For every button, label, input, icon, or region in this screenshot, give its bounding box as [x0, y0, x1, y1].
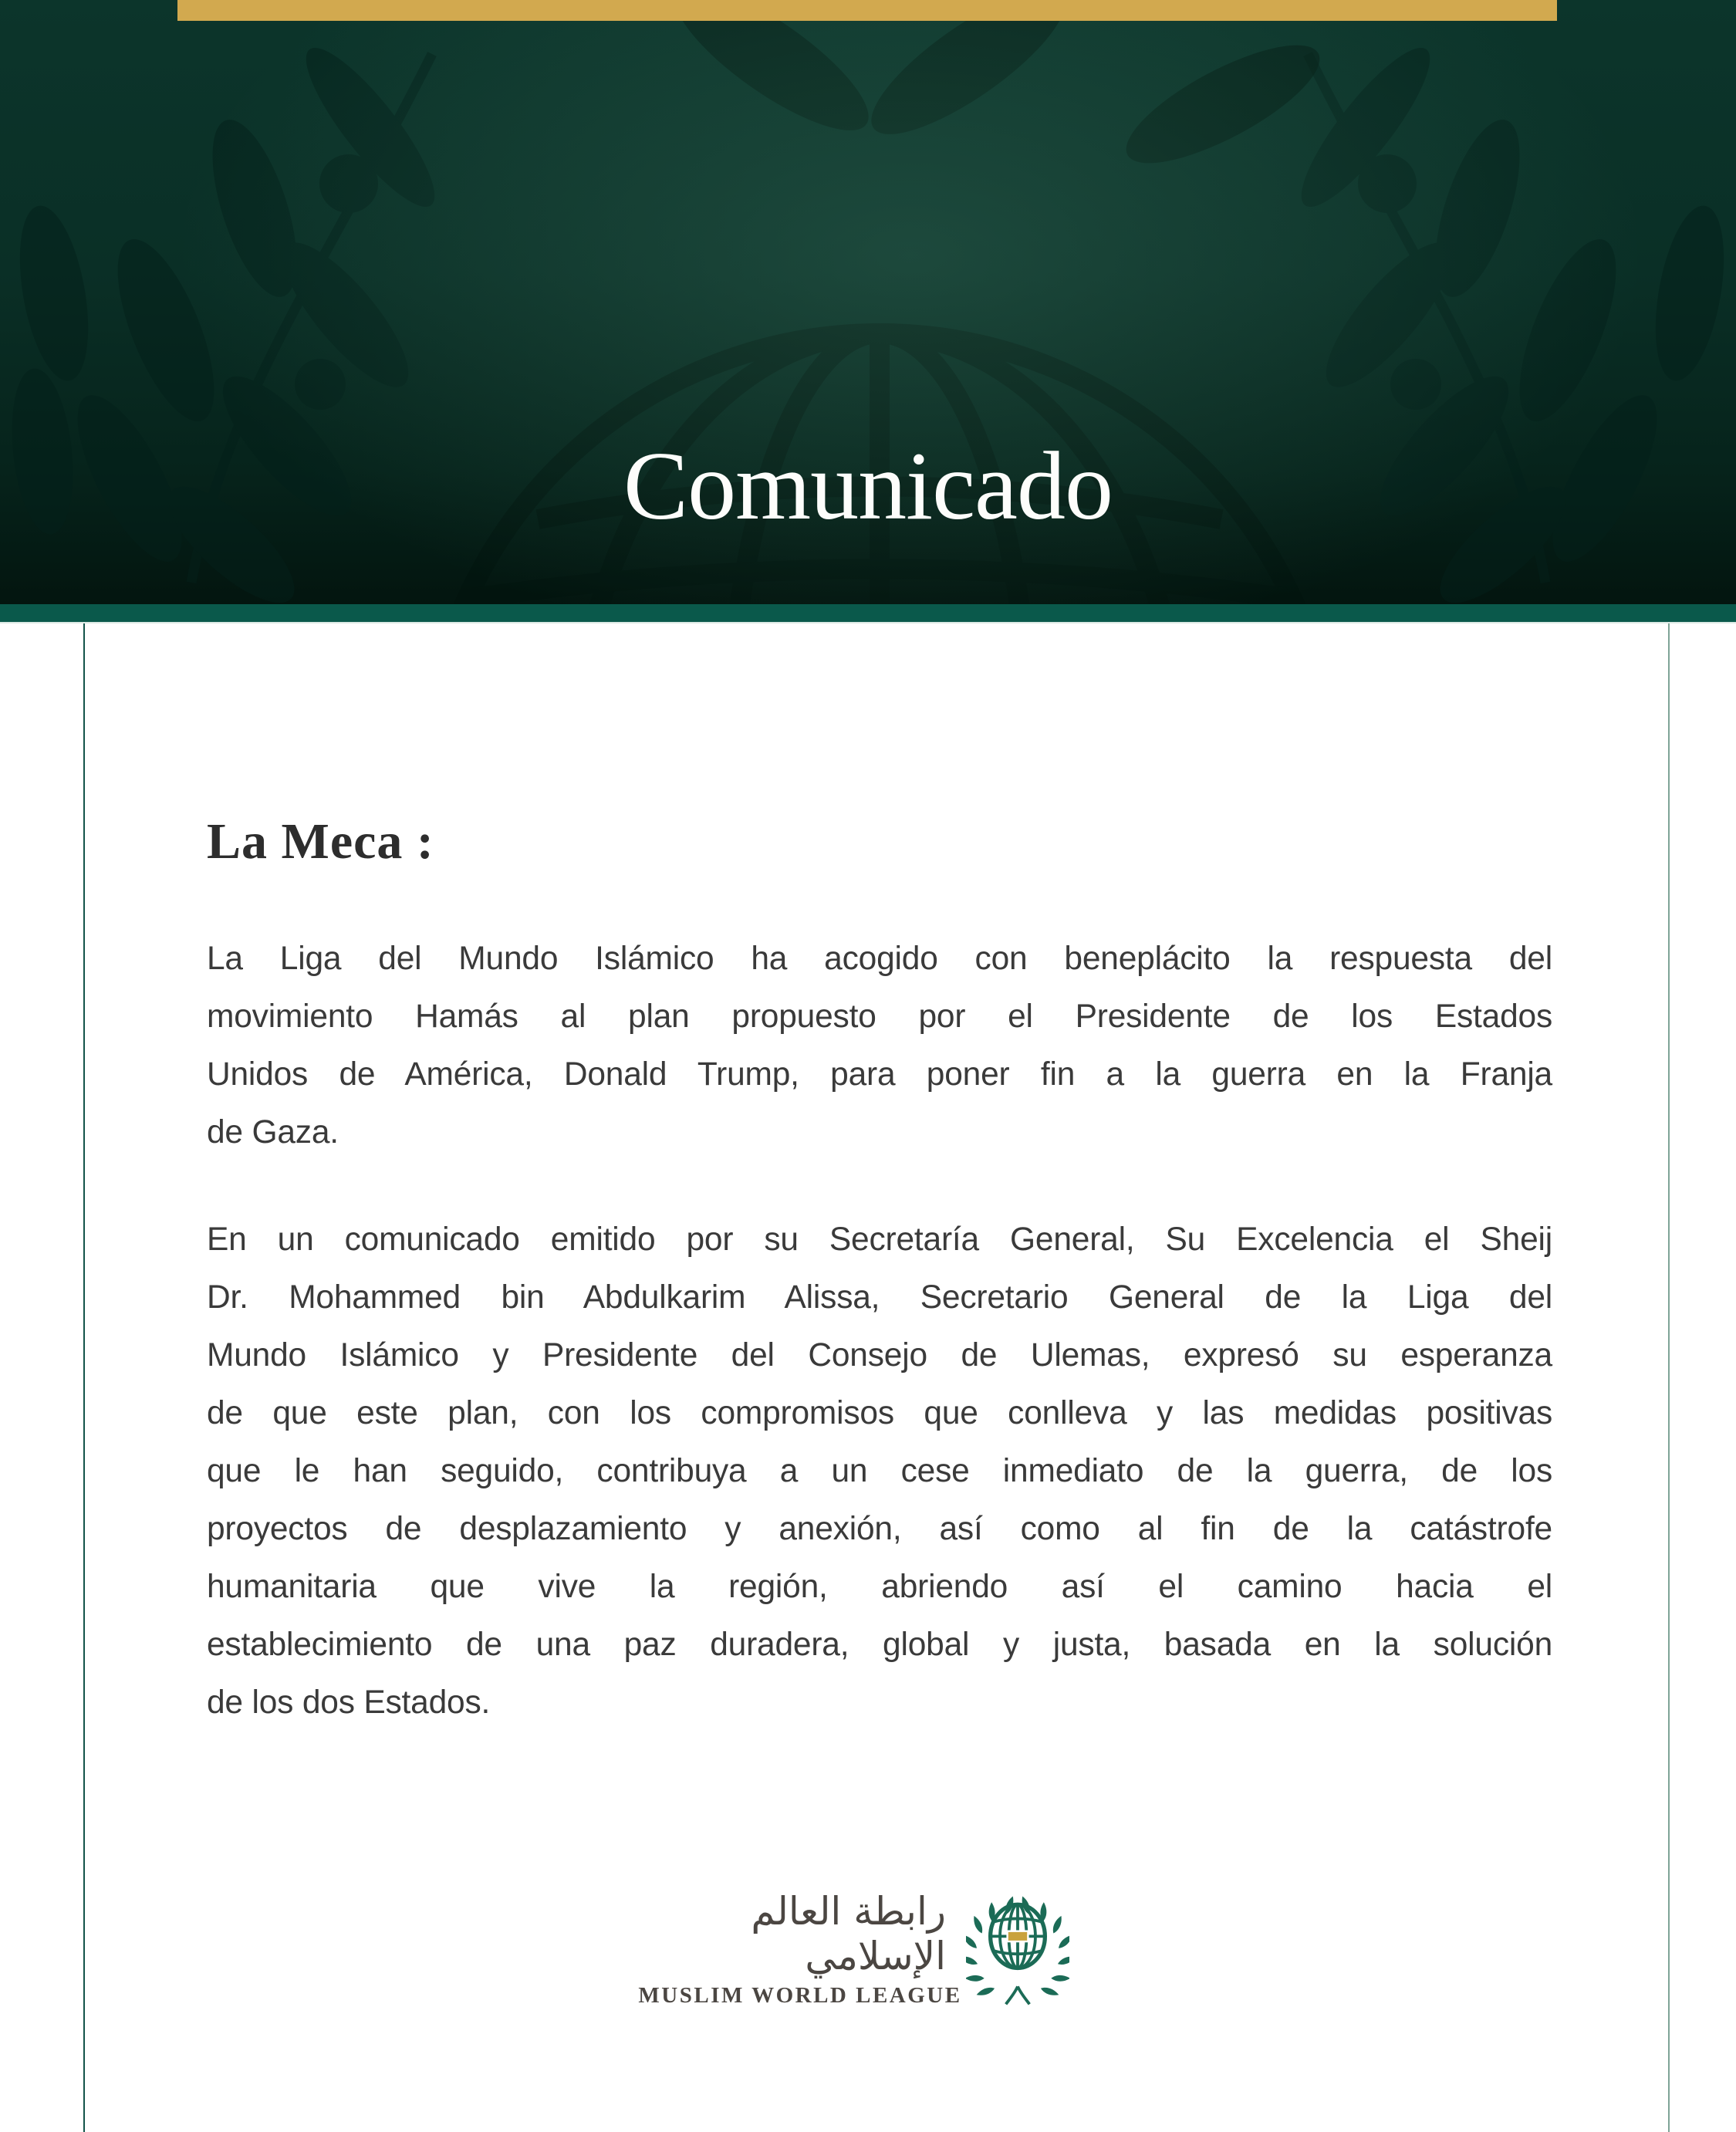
- paragraph-line: Mundo Islámico y Presidente del Consejo de Ulemas, expresó su esperanza: [207, 1337, 1552, 1373]
- right-border-rule: [1668, 623, 1670, 2132]
- paragraph-line: que le han seguido, contribuya a un cese inmediato de la guerra, de los: [207, 1453, 1552, 1489]
- page-title: Comunicado: [623, 433, 1113, 540]
- divider-highlight-line: [0, 622, 1736, 623]
- mwl-logo-text: [638, 1884, 962, 2009]
- mwl-logo-wordmark: MUSLIM WORLD LEAGUE: [638, 1983, 962, 2008]
- paragraph-line: de los dos Estados.: [207, 1684, 491, 1721]
- mwl-logo-arabic: رابطة العالم الإسلامي: [751, 1889, 946, 1978]
- paragraph-line: proyectos de desplazamiento y anexión, así como al fin de la catástrofe: [207, 1511, 1552, 1547]
- paragraph-line: Dr. Mohammed bin Abdulkarim Alissa, Secretario General de la Liga del: [207, 1279, 1552, 1316]
- kaaba-icon: [1008, 1931, 1028, 1941]
- teal-divider-band: [0, 604, 1736, 622]
- paragraph-line: En un comunicado emitido por su Secretaría General, Su Excelencia el Sheij: [207, 1221, 1552, 1258]
- paragraph-line: establecimiento de una paz duradera, global y justa, basada en la solución: [207, 1627, 1552, 1663]
- mwl-logo: [638, 1884, 1071, 2020]
- left-border-rule: [83, 623, 85, 2132]
- mwl-emblem-icon: [966, 1892, 1069, 2010]
- gold-accent-bar: [177, 0, 1557, 21]
- paragraph-line: movimiento Hamás al plan propuesto por el Presidente de los Estados: [207, 998, 1552, 1035]
- header-banner: [0, 0, 1736, 604]
- dateline-heading: La Meca :: [207, 813, 434, 870]
- paragraph-2: [207, 1211, 1552, 1732]
- paragraph-line: de Gaza.: [207, 1114, 339, 1150]
- paragraph-line: de que este plan, con los compromisos que conlleva y las medidas positivas: [207, 1395, 1552, 1431]
- paragraph-line: Unidos de América, Donald Trump, para poner fin a la guerra en la Franja: [207, 1056, 1552, 1093]
- paragraph-1: [207, 930, 1552, 1161]
- paragraph-line: humanitaria que vive la región, abriendo así el camino hacia el: [207, 1569, 1552, 1605]
- paragraph-line: La Liga del Mundo Islámico ha acogido con beneplácito la respuesta del: [207, 941, 1552, 977]
